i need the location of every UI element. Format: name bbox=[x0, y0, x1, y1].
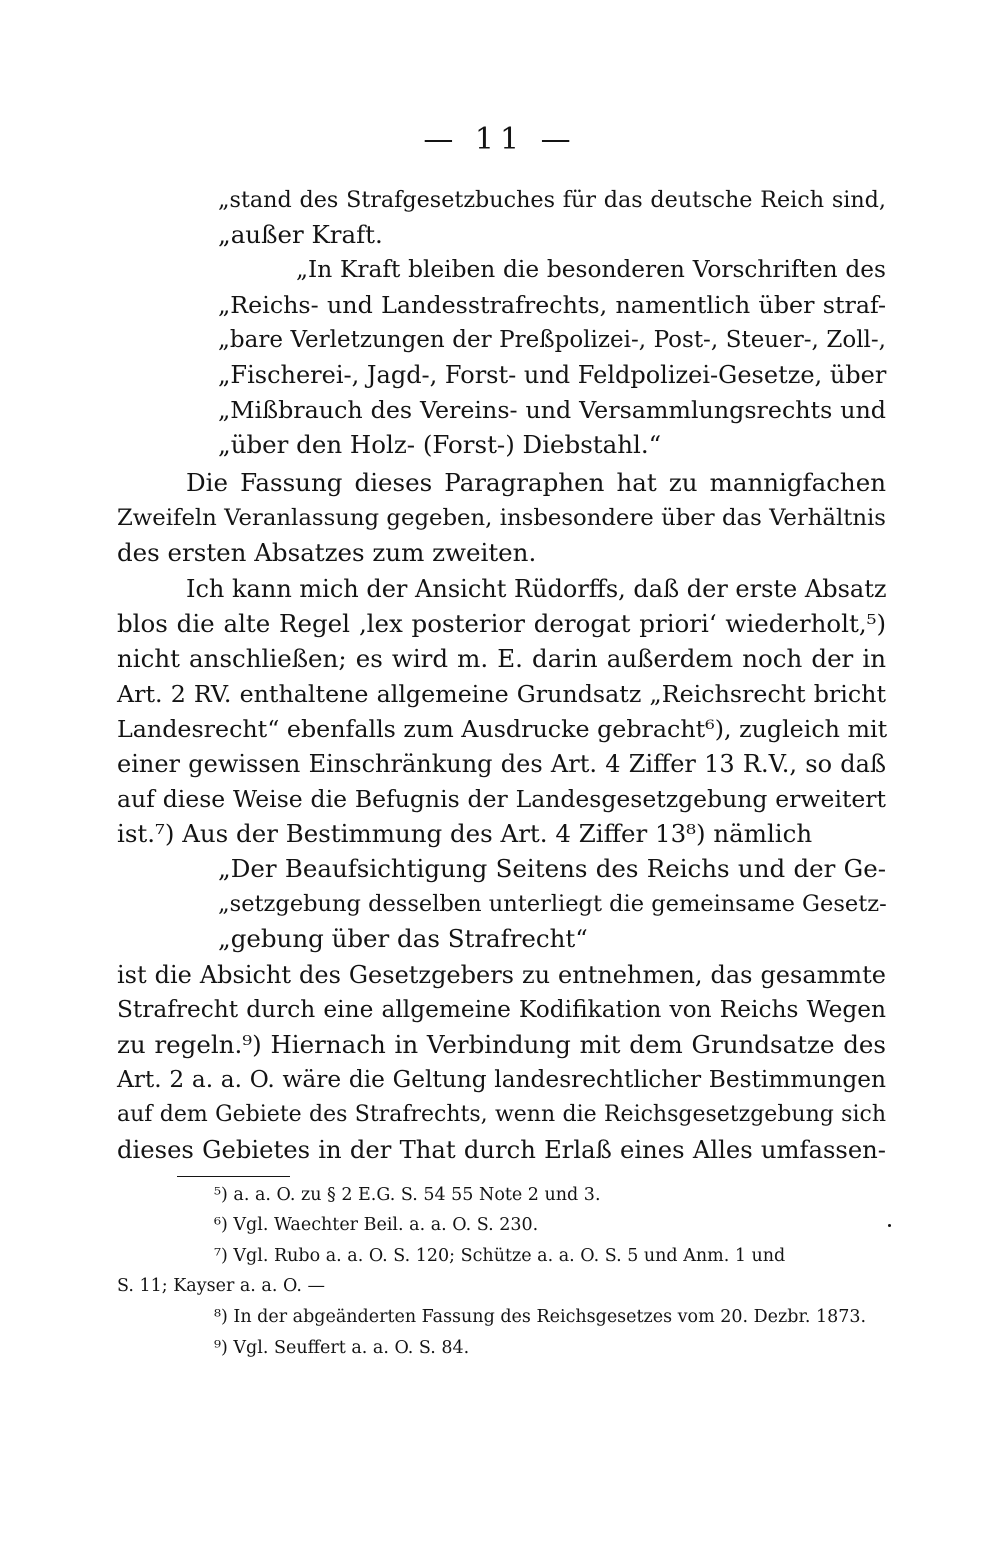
text-line: „außer Kraft. bbox=[218, 220, 383, 249]
text-line: „bare Verletzungen der Preßpolizei-, Post-, Steuer-, Zoll-, bbox=[218, 327, 886, 353]
text-line: einer gewissen Einschränkung des Art. 4 Ziffer 13 R.V., so daß bbox=[117, 750, 886, 778]
text-line: zu regeln.⁹) Hiernach in Verbindung mit dem Grundsatze des bbox=[117, 1030, 886, 1059]
text-line: „über den Holz- (Forst-) Diebstahl.“ bbox=[218, 430, 662, 459]
text-line: „In Kraft bleiben die besonderen Vorschriften des bbox=[296, 256, 886, 283]
text-line: „Der Beaufsichtigung Seitens des Reichs und der Ge- bbox=[218, 854, 886, 883]
footnote-divider bbox=[177, 1176, 290, 1177]
text-line: Die Fassung dieses Paragraphen hat zu mannigfachen bbox=[186, 468, 886, 497]
page-number: — 11 — bbox=[423, 122, 577, 157]
text-line: „Mißbrauch des Vereins- und Versammlungsrechts und bbox=[218, 396, 886, 424]
print-speck bbox=[888, 1224, 891, 1227]
footnote-7: ⁷) Vgl. Rubo a. a. O. S. 120; Schütze a. a. O. S. 5 und Anm. 1 und bbox=[214, 1246, 786, 1266]
text-line: auf dem Gebiete des Strafrechts, wenn die Reichsgesetzgebung sich bbox=[117, 1102, 886, 1127]
text-line: blos die alte Regel ‚lex posterior derogat priori‘ wiederholt,⁵) bbox=[117, 609, 886, 638]
text-line: ist.⁷) Aus der Bestimmung des Art. 4 Ziffer 13⁸) nämlich bbox=[117, 819, 813, 848]
text-line: nicht anschließen; es wird m. E. darin außerdem noch der in bbox=[117, 644, 886, 673]
text-line: „setzgebung desselben unterliegt die gemeinsame Gesetz- bbox=[218, 891, 887, 917]
text-line: Ich kann mich der Ansicht Rüdorffs, daß der erste Absatz bbox=[186, 575, 887, 603]
text-line: des ersten Absatzes zum zweiten. bbox=[117, 538, 537, 567]
text-line: „stand des Strafgesetzbuches für das deutsche Reich sind, bbox=[218, 187, 886, 213]
footnote-9: ⁹) Vgl. Seuffert a. a. O. S. 84. bbox=[214, 1338, 470, 1358]
text-line: Landesrecht“ ebenfalls zum Ausdrucke gebracht⁶), zugleich mit bbox=[117, 715, 888, 743]
footnote-6: ⁶) Vgl. Waechter Beil. a. a. O. S. 230. bbox=[214, 1215, 539, 1235]
text-line: Zweifeln Veranlassung gegeben, insbesondere über das Verhältnis bbox=[117, 505, 886, 531]
text-line: Art. 2 a. a. O. wäre die Geltung landesrechtlicher Bestimmungen bbox=[117, 1066, 886, 1093]
text-line: auf diese Weise die Befugnis der Landesgesetzgebung erweitert bbox=[117, 785, 886, 813]
footnote-5: ⁵) a. a. O. zu § 2 E.G. S. 54 55 Note 2 und 3. bbox=[214, 1185, 601, 1205]
text-line: „Fischerei-, Jagd-, Forst- und Feldpolizei-Gesetze, über bbox=[218, 361, 887, 389]
text-line: Strafrecht durch eine allgemeine Kodifikation von Reichs Wegen bbox=[117, 996, 886, 1023]
text-line: „Reichs- und Landesstrafrechts, namentlich über straf- bbox=[218, 291, 886, 319]
footnote-8: ⁸) In der abgeänderten Fassung des Reichsgesetzes vom 20. Dezbr. 1873. bbox=[214, 1307, 867, 1327]
text-line: „gebung über das Strafrecht“ bbox=[218, 924, 588, 953]
text-line: dieses Gebietes in der That durch Erlaß eines Alles umfassen- bbox=[117, 1135, 886, 1164]
footnote-7-continued: S. 11; Kayser a. a. O. — bbox=[117, 1276, 325, 1296]
text-line: Art. 2 RV. enthaltene allgemeine Grundsatz „Reichsrecht bricht bbox=[117, 680, 886, 708]
text-line: ist die Absicht des Gesetzgebers zu entnehmen, das gesammte bbox=[117, 961, 886, 989]
